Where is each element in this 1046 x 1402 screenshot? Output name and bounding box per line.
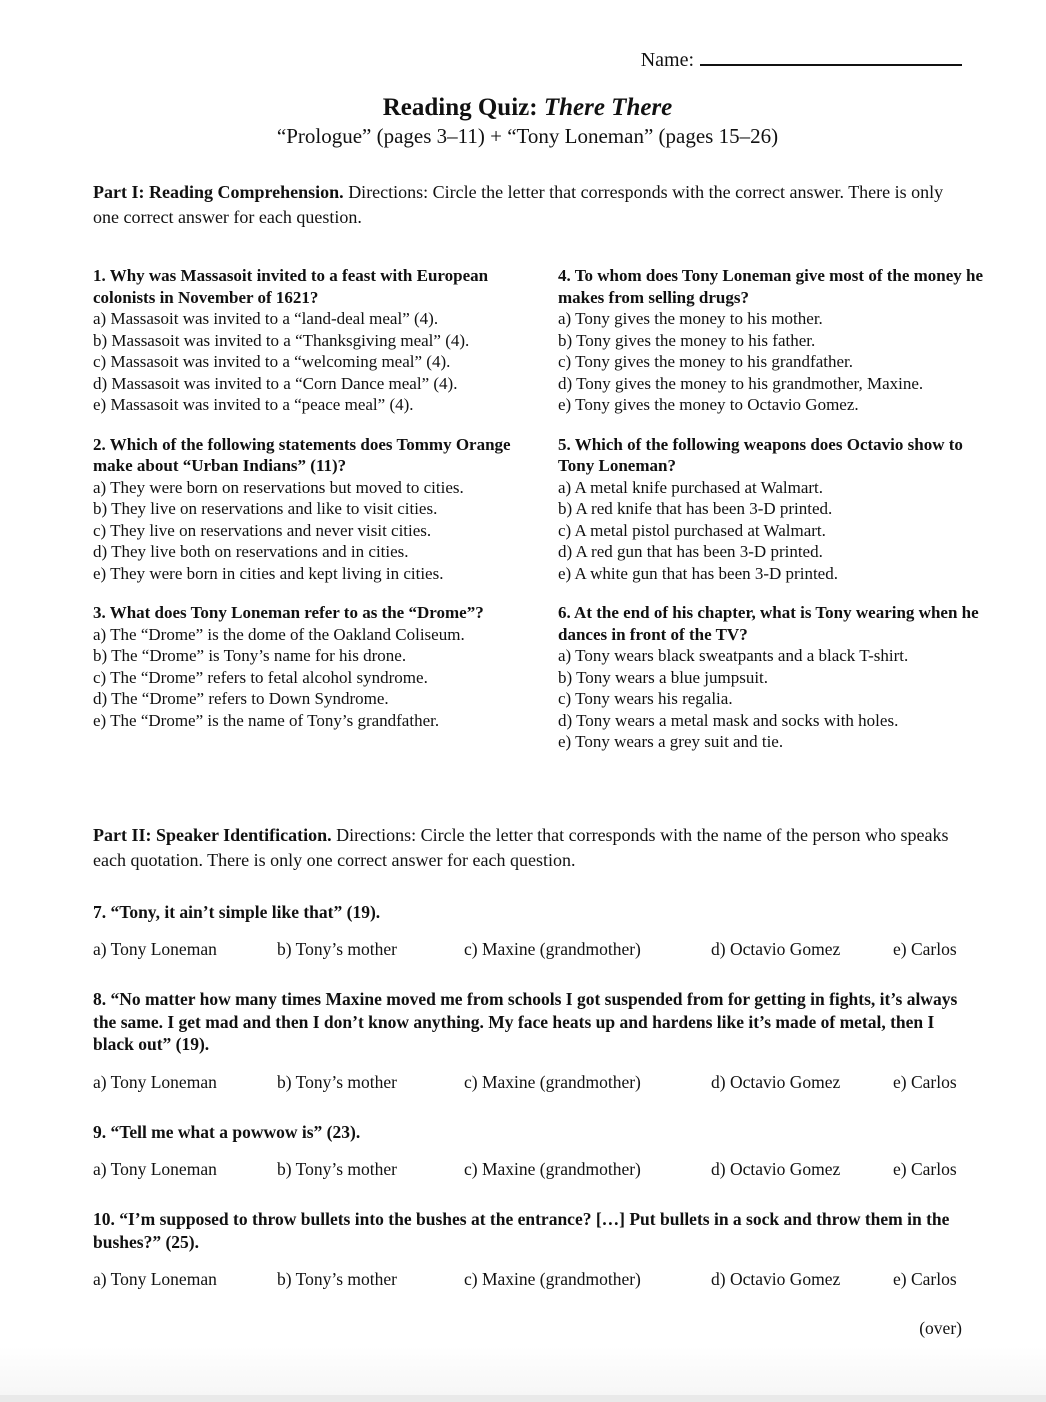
question-7-choice-c: c) Maxine (grandmother) [464, 939, 641, 959]
question-8-answer-row [93, 1071, 962, 1093]
question-9-choice-a: a) Tony Loneman [93, 1159, 217, 1179]
question-3-choice-d: d) The “Drome” refers to Down Syndrome. [93, 689, 389, 708]
question-7-choice-e: e) Carlos [893, 939, 957, 959]
question-9-choice-b: b) Tony’s mother [277, 1159, 397, 1179]
question-10-choice-c: c) Maxine (grandmother) [464, 1269, 641, 1289]
page-subtitle: “Prologue” (pages 3–11) + “Tony Loneman” (pages 15–26) [276, 124, 779, 148]
question-2-choice-c: c) They live on reservations and never visit cities. [93, 520, 432, 540]
part1-heading: Part I: Reading Comprehension. [93, 182, 344, 202]
part1-intro [93, 180, 962, 230]
question-8-choice-c: c) Maxine (grandmother) [464, 1071, 641, 1092]
question-3 [93, 602, 520, 753]
question-7 [93, 901, 962, 961]
question-2-choice-e: e) They were born in cities and kept living in cities. [93, 563, 444, 583]
question-2-choice-d: d) They live both on reservations and in cities. [93, 542, 409, 561]
question-4-choice-c: c) Tony gives the money to his grandfather. [558, 352, 853, 371]
question-8-prompt: 8. “No matter how many times Maxine moved me from schools I got suspended from for getting in fights, it’s always the same. I get mad and then I don’t know anything. My face heats up and hardens like it’s made of metal, then I black out” (19). [93, 989, 958, 1054]
over-note: (over) [919, 1318, 962, 1338]
question-10-answer-row [93, 1268, 962, 1290]
part1-directions: Directions: Circle the letter that corresponds with the correct answer. There is only one correct answer for each question. [93, 182, 944, 227]
question-6 [558, 602, 990, 753]
question-4-choice-b: b) Tony gives the money to his father. [558, 330, 816, 350]
question-1-choice-c: c) Massasoit was invited to a “welcoming meal” (4). [93, 352, 451, 371]
question-1-choice-d: d) Massasoit was invited to a “Corn Dance meal” (4). [93, 373, 458, 393]
question-8-choice-d: d) Octavio Gomez [711, 1071, 841, 1092]
question-6-choice-d: d) Tony wears a metal mask and socks with holes. [558, 710, 899, 730]
question-1-choice-e: e) Massasoit was invited to a “peace meal” (4). [93, 395, 414, 414]
question-4-choice-e: e) Tony gives the money to Octavio Gomez. [558, 395, 859, 414]
question-6-prompt: 6. At the end of his chapter, what is Tony wearing when he dances in front of the TV? [558, 603, 979, 644]
question-2-choice-b: b) They live on reservations and like to visit cities. [93, 499, 438, 518]
question-6-choice-a: a) Tony wears black sweatpants and a black T-shirt. [558, 646, 909, 665]
name-label: Name: [640, 49, 694, 71]
question-5-prompt: 5. Which of the following weapons does Octavio show to Tony Loneman? [558, 434, 963, 475]
question-4-prompt: 4. To whom does Tony Loneman give most of the money he makes from selling drugs? [558, 266, 984, 307]
page-bottom-fade [0, 1347, 1046, 1395]
question-1-prompt: 1. Why was Massasoit invited to a feast with European colonists in November of 1621? [93, 266, 489, 307]
question-10-choice-d: d) Octavio Gomez [711, 1269, 841, 1289]
question-2-choice-a: a) They were born on reservations but moved to cities. [93, 477, 464, 497]
page-title [93, 93, 962, 123]
question-10-prompt: 10. “I’m supposed to throw bullets into the bushes at the entrance? […] Put bullets in a sock and throw them in the bushes?” (25). [93, 1209, 950, 1252]
question-2 [93, 434, 520, 585]
question-2-prompt: 2. Which of the following statements does Tommy Orange make about “Urban Indians” (11)? [93, 434, 511, 475]
question-8-choice-b: b) Tony’s mother [277, 1071, 397, 1092]
question-1 [93, 265, 520, 416]
question-4-choice-a: a) Tony gives the money to his mother. [558, 309, 823, 328]
question-9-answer-row [93, 1158, 962, 1180]
question-9 [93, 1121, 962, 1181]
question-9-choice-c: c) Maxine (grandmother) [464, 1159, 641, 1179]
question-6-choice-b: b) Tony wears a blue jumpsuit. [558, 667, 769, 687]
name-blank-line [700, 46, 962, 66]
question-3-choice-a: a) The “Drome” is the dome of the Oakland Coliseum. [93, 624, 465, 644]
name-row [93, 46, 962, 73]
question-5 [558, 434, 990, 585]
book-title: There There [543, 94, 673, 121]
question-10-choice-a: a) Tony Loneman [93, 1269, 217, 1289]
question-4-choice-d: d) Tony gives the money to his grandmother, Maxine. [558, 373, 924, 393]
question-10-choice-e: e) Carlos [893, 1269, 957, 1289]
question-10-choice-b: b) Tony’s mother [277, 1269, 397, 1289]
question-1-choice-a: a) Massasoit was invited to a “land-deal meal” (4). [93, 309, 439, 328]
question-9-choice-d: d) Octavio Gomez [711, 1159, 841, 1179]
question-5-choice-e: e) A white gun that has been 3-D printed. [558, 563, 838, 583]
question-5-choice-d: d) A red gun that has been 3-D printed. [558, 542, 823, 561]
question-7-prompt: 7. “Tony, it ain’t simple like that” (19). [93, 901, 381, 922]
question-8 [93, 988, 962, 1093]
question-7-choice-a: a) Tony Loneman [93, 939, 217, 959]
question-10 [93, 1208, 962, 1290]
question-3-choice-b: b) The “Drome” is Tony’s name for his drone. [93, 646, 407, 665]
question-3-choice-c: c) The “Drome” refers to fetal alcohol syndrome. [93, 667, 428, 687]
question-5-choice-a: a) A metal knife purchased at Walmart. [558, 477, 824, 497]
part2-directions: Directions: Circle the letter that corresponds with the name of the person who speaks each quotation. There is only one correct answer for each question. [93, 824, 949, 870]
part1-questions [93, 265, 984, 753]
question-6-choice-c: c) Tony wears his regalia. [558, 689, 733, 708]
page-content [0, 46, 1046, 1339]
quiz-page [0, 46, 1046, 1402]
question-5-choice-b: b) A red knife that has been 3-D printed. [558, 499, 833, 518]
question-5-choice-c: c) A metal pistol purchased at Walmart. [558, 520, 826, 540]
question-6-choice-e: e) Tony wears a grey suit and tie. [558, 732, 784, 751]
question-4 [558, 265, 990, 416]
part2-intro [93, 823, 962, 873]
question-9-choice-e: e) Carlos [893, 1159, 957, 1179]
question-7-answer-row [93, 938, 962, 960]
question-7-choice-b: b) Tony’s mother [277, 939, 397, 959]
question-3-prompt: 3. What does Tony Loneman refer to as the “Drome”? [93, 603, 484, 622]
question-7-choice-d: d) Octavio Gomez [711, 939, 841, 959]
question-8-choice-e: e) Carlos [893, 1071, 957, 1092]
part2-heading: Part II: Speaker Identification. [93, 824, 332, 845]
question-3-choice-e: e) The “Drome” is the name of Tony’s grandfather. [93, 710, 440, 730]
question-9-prompt: 9. “Tell me what a powwow is” (23). [93, 1121, 361, 1142]
question-1-choice-b: b) Massasoit was invited to a “Thanksgiving meal” (4). [93, 330, 470, 350]
page-bottom-edge [0, 1395, 1046, 1402]
question-8-choice-a: a) Tony Loneman [93, 1071, 217, 1092]
title-text: Reading Quiz: [382, 94, 544, 121]
